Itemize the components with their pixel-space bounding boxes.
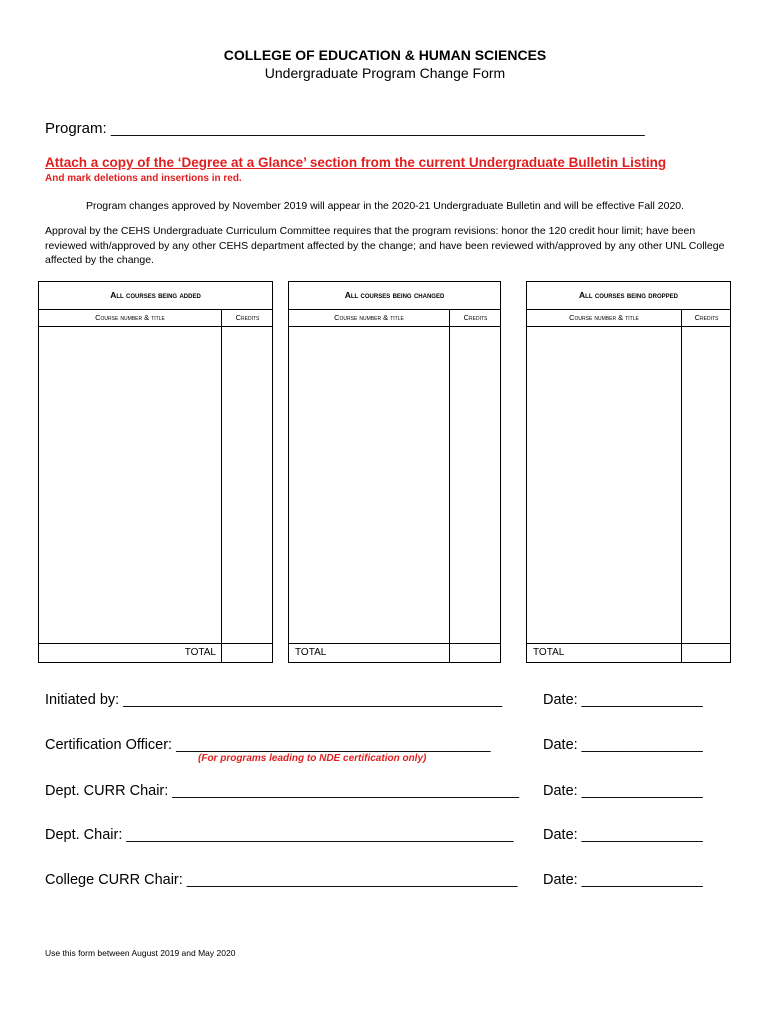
approval-text: Approval by the CEHS Undergraduate Curriculum Committee requires that the program revisions: honor the 120 credit hour limit; have been reviewed with/approved by any other CEHS department affected by the change; and have been reviewed with/approved by any other UNL College affected by the change. bbox=[45, 225, 725, 266]
course-number-title-col: Course number & title bbox=[334, 313, 404, 322]
total-label: TOTAL bbox=[184, 647, 216, 658]
program-field[interactable]: Program: ________________________________________________________________ bbox=[45, 120, 645, 137]
courses-added-subheader bbox=[39, 309, 272, 327]
courses-changed-total-row bbox=[289, 643, 500, 662]
initiated-date-field[interactable]: Date: _______________ bbox=[543, 692, 703, 708]
courses-dropped-subheader bbox=[527, 309, 730, 327]
certification-officer-field[interactable]: Certification Officer: _______________________________________ bbox=[45, 737, 491, 753]
course-number-title-col: Course number & title bbox=[569, 313, 639, 322]
dept-chair-field[interactable]: Dept. Chair: ________________________________________________ bbox=[45, 827, 514, 843]
courses-dropped-total-row bbox=[527, 643, 730, 662]
certification-date-field[interactable]: Date: _______________ bbox=[543, 737, 703, 753]
courses-added-header: All courses being added bbox=[39, 282, 272, 310]
course-number-title-col: Course number & title bbox=[95, 313, 165, 322]
nde-note: (For programs leading to NDE certification only) bbox=[198, 753, 427, 764]
column-divider bbox=[681, 309, 682, 662]
initiated-by-field[interactable]: Initiated by: _______________________________________________ bbox=[45, 692, 503, 708]
courses-added-table bbox=[38, 281, 273, 663]
footer-note: Use this form between August 2019 and May 2020 bbox=[45, 948, 236, 958]
credits-col: Credits bbox=[694, 313, 719, 322]
college-curr-chair-field[interactable]: College CURR Chair: _________________________________________ bbox=[45, 872, 518, 888]
courses-dropped-table bbox=[526, 281, 731, 663]
attach-instruction: Attach a copy of the ‘Degree at a Glance’ section from the current Undergraduate Bulletin Listing bbox=[45, 155, 667, 170]
form-title: COLLEGE OF EDUCATION & HUMAN SCIENCES bbox=[223, 47, 547, 63]
total-label: TOTAL bbox=[295, 647, 327, 658]
credits-col: Credits bbox=[235, 313, 260, 322]
credits-col: Credits bbox=[463, 313, 488, 322]
dept-chair-date-field[interactable]: Date: _______________ bbox=[543, 827, 703, 843]
courses-dropped-header: All courses being dropped bbox=[527, 282, 730, 310]
courses-changed-table bbox=[288, 281, 501, 663]
courses-changed-subheader bbox=[289, 309, 500, 327]
college-curr-date-field[interactable]: Date: _______________ bbox=[543, 872, 703, 888]
column-divider bbox=[221, 309, 222, 662]
dept-curr-chair-field[interactable]: Dept. CURR Chair: ___________________________________________ bbox=[45, 783, 520, 799]
total-label: TOTAL bbox=[533, 647, 565, 658]
column-divider bbox=[449, 309, 450, 662]
form-subtitle: Undergraduate Program Change Form bbox=[264, 65, 506, 81]
changes-note: Program changes approved by November 2019 will appear in the 2020-21 Undergraduate Bulletin and will be effective Fall 2020. bbox=[85, 200, 685, 212]
courses-changed-header: All courses being changed bbox=[289, 282, 500, 310]
courses-added-total-row bbox=[39, 643, 272, 662]
mark-instruction: And mark deletions and insertions in red. bbox=[45, 173, 242, 184]
dept-curr-date-field[interactable]: Date: _______________ bbox=[543, 783, 703, 799]
